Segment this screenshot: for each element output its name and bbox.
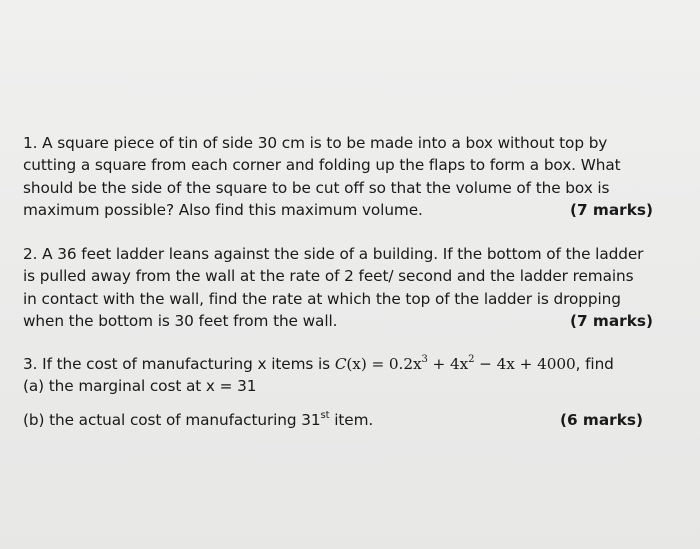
question-1-line-3: should be the side of the square to be cut off so that the volume of the box is [23,178,610,197]
question-2-line-2: is pulled away from the wall at the rate of 2 feet/ second and the ladder remains [23,267,634,286]
formula-argument: (x) [346,355,367,373]
question-1 [23,132,659,222]
formula-mid: + 4x [427,355,469,373]
question-3 [23,353,659,431]
question-2-line-4 [23,310,659,332]
formula-function: C [334,355,347,373]
question-1-marks: (7 marks) [569,201,653,220]
question-1-line-4-text: maximum possible? Also find this maximum volume. [23,201,423,220]
question-3-marks: (6 marks) [559,410,643,429]
question-1-line-4 [23,199,659,221]
question-3-part-b [23,409,659,431]
question-2-marks: (7 marks) [569,312,653,331]
question-3-part-a: (a) the marginal cost at x = 31 [23,377,257,396]
question-2-line-3: in contact with the wall, find the rate at which the top of the ladder is dropping [23,289,621,308]
question-3-part-b-sup: st [320,409,330,421]
question-2-line-1: 2. A 36 feet ladder leans against the side of a building. If the bottom of the ladder [23,245,644,263]
formula-exponent-1: 3 [421,353,428,365]
question-1-line-1: 1. A square piece of tin of side 30 cm is to be made into a box without top by [23,134,608,152]
formula-eq: = 0.2x [366,355,422,373]
question-3-line-1 [23,353,659,375]
formula-rest: − 4x + 4000 [474,355,576,373]
question-2 [23,243,659,333]
question-2-line-4-text: when the bottom is 30 feet from the wall. [23,312,338,331]
question-3-part-b-text: (b) the actual cost of manufacturing 31 [23,410,321,429]
question-3-intro: 3. If the cost of manufacturing x items is [23,355,335,373]
question-1-line-2: cutting a square from each corner and folding up the flaps to form a box. What [23,156,621,175]
question-3-part-b-end: item. [329,410,374,429]
cost-formula [335,355,576,373]
question-3-intro-end: , find [575,355,614,373]
formula-exponent-2: 2 [468,353,475,365]
